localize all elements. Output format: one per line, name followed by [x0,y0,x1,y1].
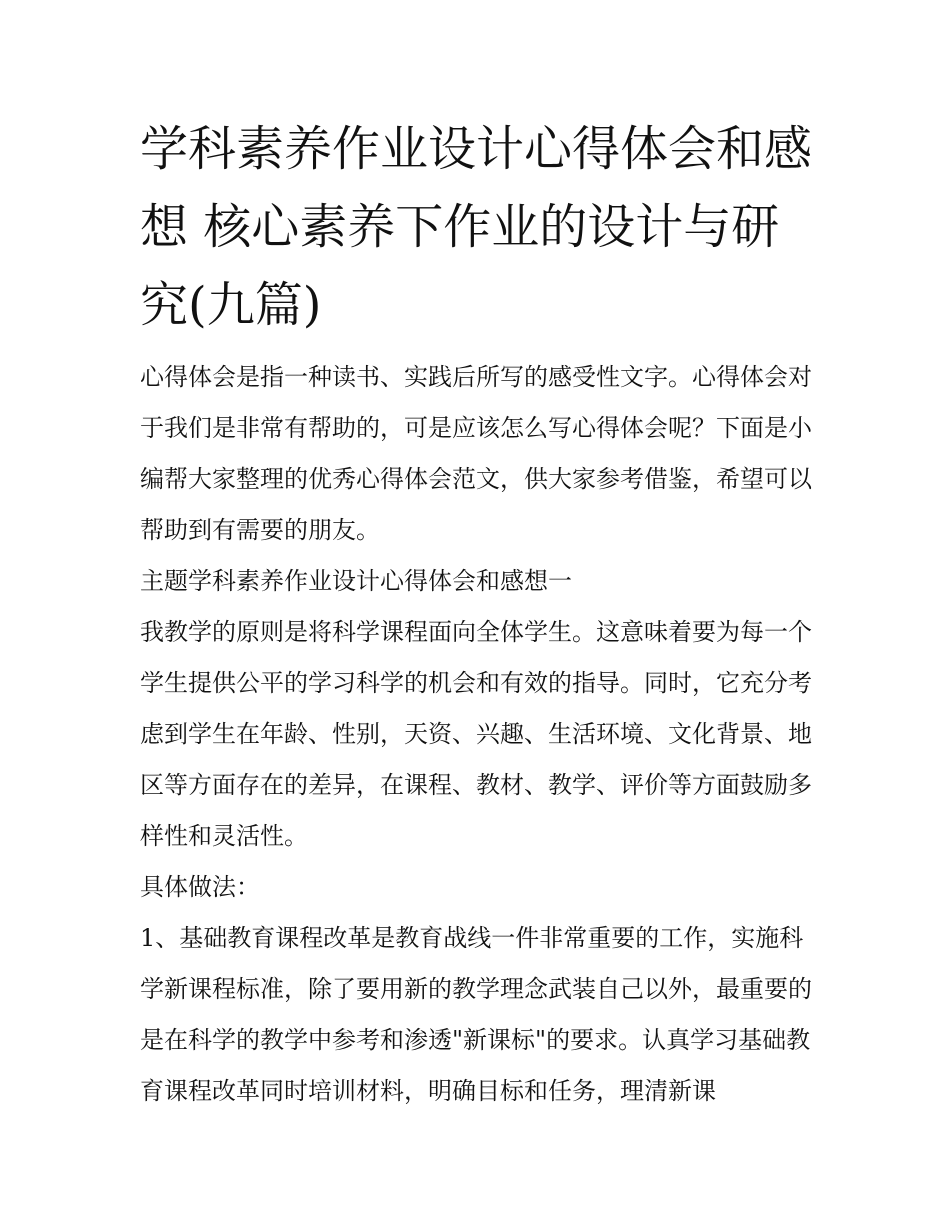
methods-label: 具体做法： [140,873,260,901]
section-heading: 主题学科素养作业设计心得体会和感想一 [140,567,572,595]
intro-paragraph: 心得体会是指一种读书、实践后所写的感受性文字。心得体会对于我们是非常有帮助的，可是应该怎么写心得体会呢？下面是小编帮大家整理的优秀心得体会范文，供大家参考借鉴，希望可以帮助到有需要的朋友。 [140,363,812,544]
document-page [140,110,812,1117]
body-paragraph: 我教学的原则是将科学课程面向全体学生。这意味着要为每一个学生提供公平的学习科学的机会和有效的指导。同时，它充分考虑到学生在年龄、性别，天资、兴趣、生活环境、文化背景、地区等方面存在的差异，在课程、教材、教学、评价等方面鼓励多样性和灵活性。 [140,618,812,850]
document-title: 学科素养作业设计心得体会和感想 核心素养下作业的设计与研究(九篇) [140,121,813,333]
list-item: 1、基础教育课程改革是教育战线一件非常重要的工作，实施科学新课程标准，除了要用新的教学理念武装自己以外，最重要的是在科学的教学中参考和渗透"新课标"的要求。认真学习基础教育课程改革同时培训材料，明确目标和任务，理清新课 [140,924,812,1105]
